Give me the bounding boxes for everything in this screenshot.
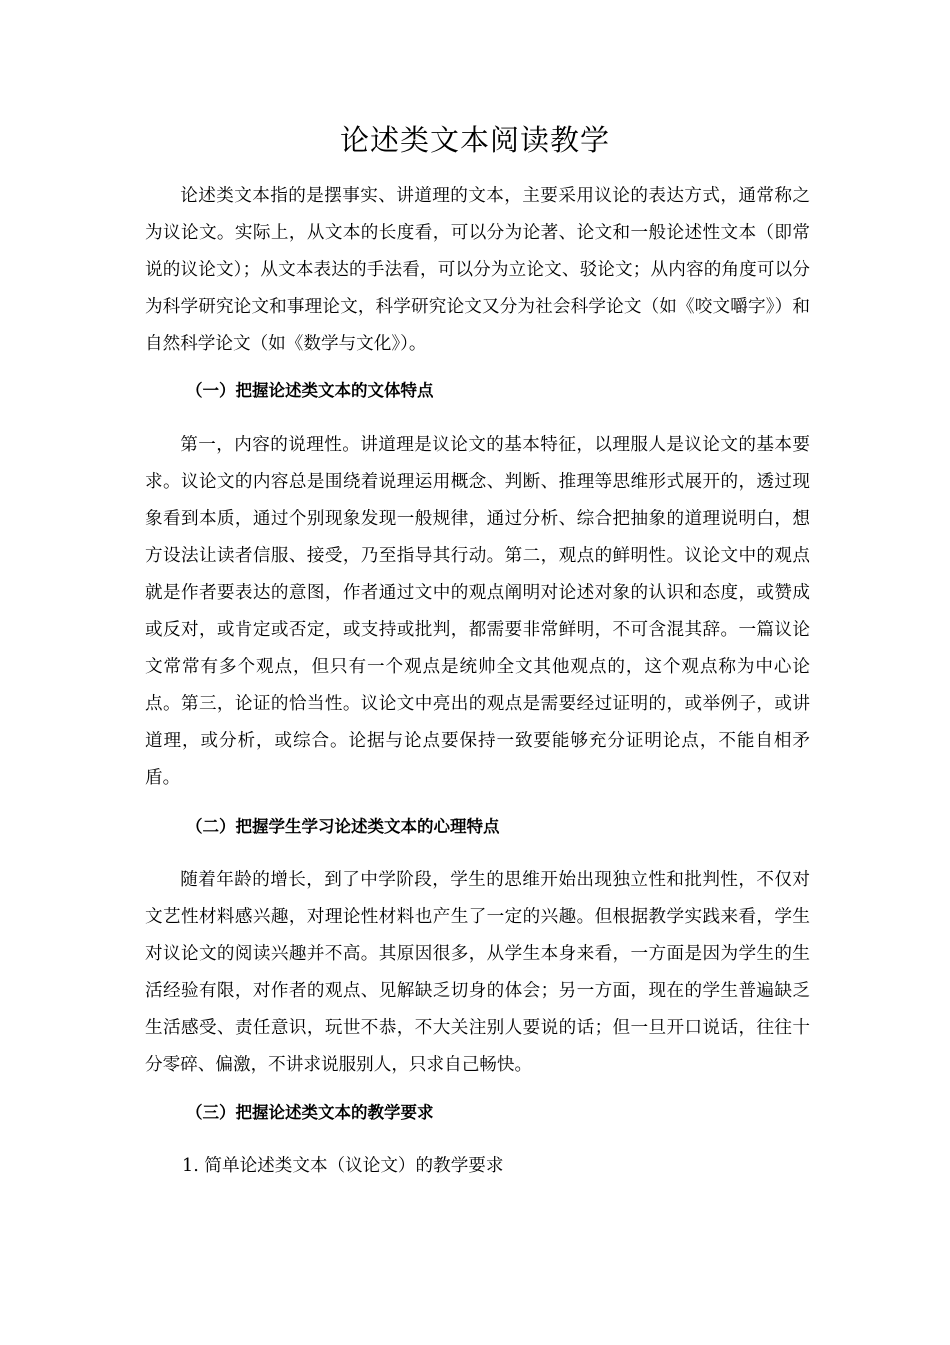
section-heading-2: （二）把握学生学习论述类文本的心理特点: [186, 817, 500, 836]
document-title: 论述类文本阅读教学: [339, 123, 610, 157]
section-heading-3: （三）把握论述类文本的教学要求: [186, 1103, 434, 1122]
section-2-paragraph: 随着年龄的增长，到了中学阶段，学生的思维开始出现独立性和批判性，不仅对文艺性材料感兴趣，对理论性材料也产生了一定的兴趣。但根据教学实践来看，学生对议论文的阅读兴趣并不高。其原因很多，从学生本身来看，一方面是因为学生的生活经验有限，对作者的观点、见解缺乏切身的体会；另一方面，现在的学生普遍缺乏生活感受、责任意识，玩世不恭，不大关注别人要说的话；但一旦开口说话，往往十分零碎、偏激，不讲求说服别人，只求自己畅快。: [145, 870, 810, 1075]
list-item-1: 1. 简单论述类文本（议论文）的教学要求: [182, 1156, 504, 1176]
intro-paragraph: 论述类文本指的是摆事实、讲道理的文本，主要采用议论的表达方式，通常称之为议论文。实际上，从文本的长度看，可以分为论著、论文和一般论述性文本（即常说的议论文）；从文本表达的手法看，可以分为立论文、驳论文；从内容的角度可以分为科学研究论文和事理论文，科学研究论文又分为社会科学论文（如《咬文嚼字》）和自然科学论文（如《数学与文化》）。: [145, 186, 810, 354]
section-1-paragraph: 第一，内容的说理性。讲道理是议论文的基本特征，以理服人是议论文的基本要求。议论文的内容总是围绕着说理运用概念、判断、推理等思维形式展开的，透过现象看到本质，通过个别现象发现一般规律，通过分析、综合把抽象的道理说明白，想方设法让读者信服、接受，乃至指导其行动。第二，观点的鲜明性。议论文中的观点就是作者要表达的意图，作者通过文中的观点阐明对论述对象的认识和态度，或赞成或反对，或肯定或否定，或支持或批判，都需要非常鲜明，不可含混其辞。一篇议论文常常有多个观点，但只有一个观点是统帅全文其他观点的，这个观点称为中心论点。第三，论证的恰当性。议论文中亮出的观点是需要经过证明的，或举例子，或讲道理，或分析，或综合。论据与论点要保持一致要能够充分证明论点，不能自相矛盾。: [145, 435, 810, 788]
section-heading-1: （一）把握论述类文本的文体特点: [186, 381, 434, 400]
